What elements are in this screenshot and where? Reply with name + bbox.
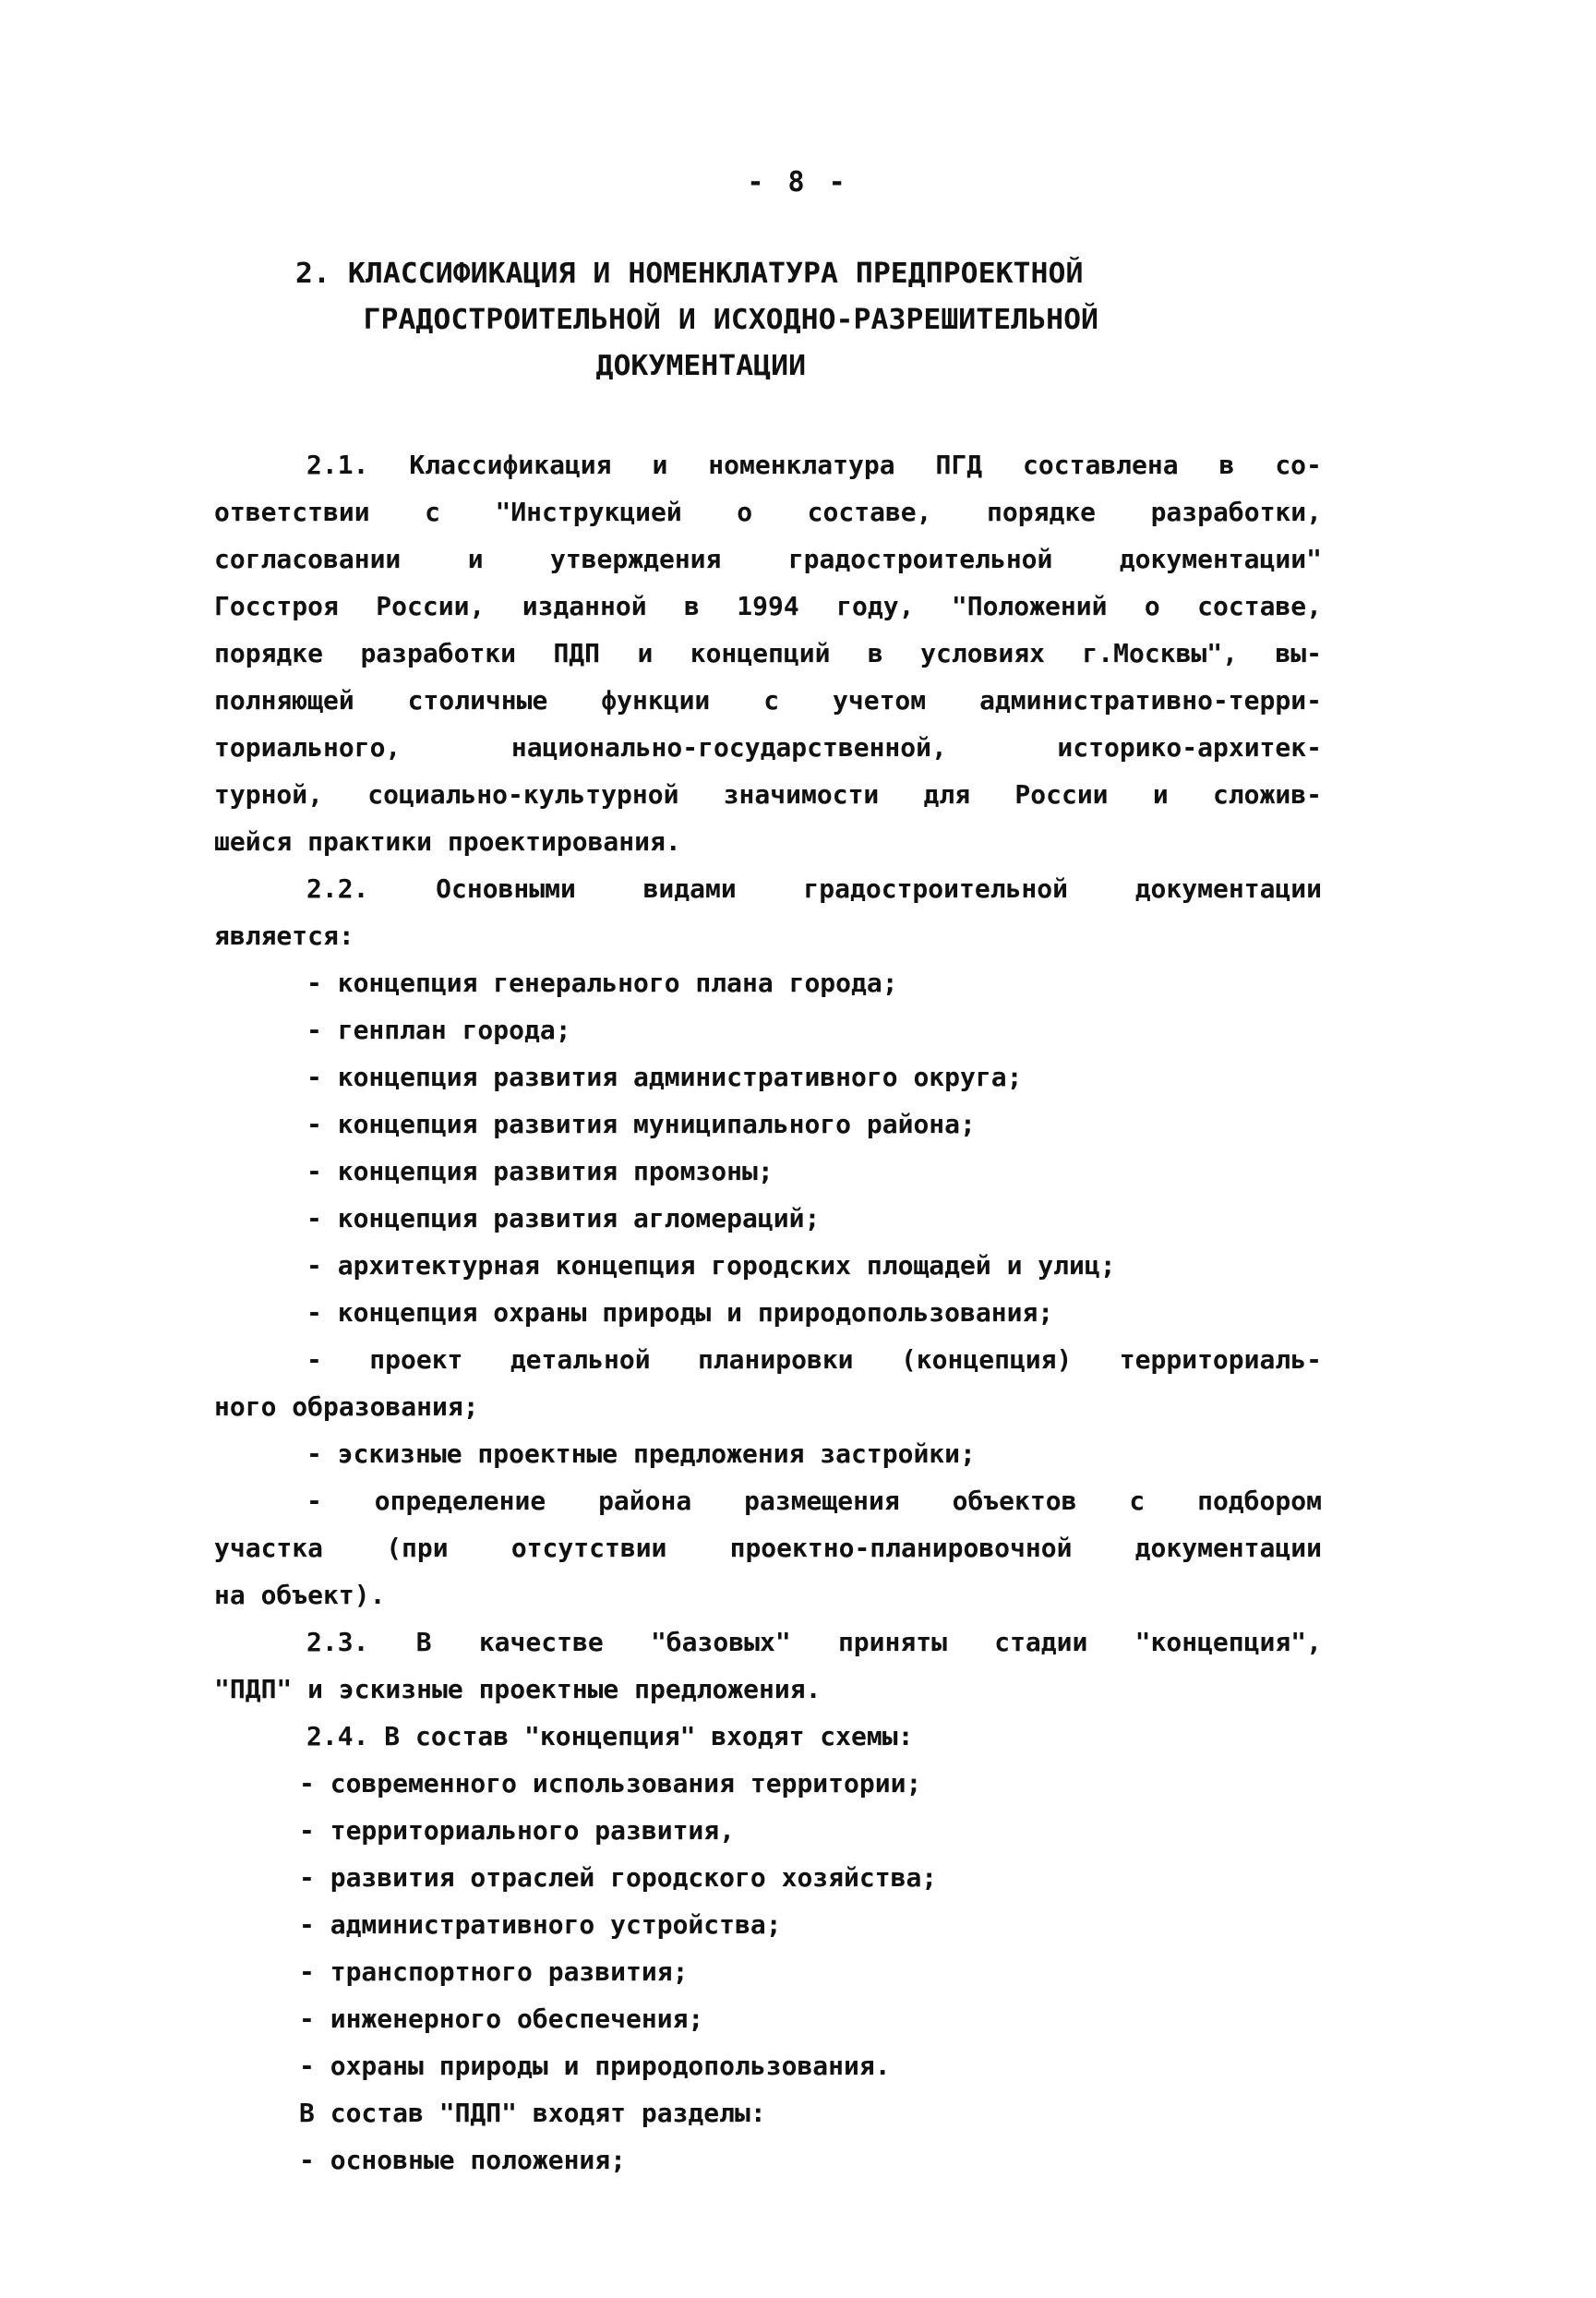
word: ответствии	[214, 497, 370, 527]
word: функции	[601, 685, 711, 716]
word: отсутствии	[510, 1533, 667, 1563]
word: района	[598, 1486, 692, 1516]
word: в	[1218, 450, 1235, 480]
word: России,	[376, 591, 486, 621]
text-line	[306, 441, 1322, 488]
word: порядке	[987, 497, 1097, 527]
word: документации	[1134, 1533, 1322, 1563]
word: г.Москвы",	[1082, 638, 1238, 668]
word: для	[923, 779, 971, 810]
word: стадии	[994, 1627, 1088, 1657]
word: в	[867, 638, 883, 668]
word: градостроительной	[787, 544, 1053, 574]
word: сложив-	[1212, 779, 1322, 810]
list-item: - концепция развития административного округа;	[306, 1062, 1023, 1092]
text-line: является:	[214, 920, 354, 951]
list-item	[306, 1336, 1322, 1383]
list-item: - концепция развития промзоны;	[306, 1156, 774, 1186]
word: с	[763, 685, 780, 716]
word: с	[1129, 1486, 1146, 1516]
word: приняты	[837, 1627, 947, 1657]
word: порядке	[214, 638, 324, 668]
word: разработки	[360, 638, 517, 668]
word: национально-государственной,	[510, 732, 947, 763]
word: учетом	[833, 685, 927, 716]
word: со-	[1275, 450, 1322, 480]
word: размещения	[744, 1486, 900, 1516]
word: проект	[369, 1344, 463, 1375]
text-line	[306, 1618, 1322, 1666]
word: определение	[374, 1486, 546, 1516]
text-line	[214, 630, 1322, 677]
word: документации"	[1119, 544, 1322, 574]
list-item: - эскизные проектные предложения застройки;	[306, 1438, 976, 1469]
word: подбором	[1197, 1486, 1322, 1516]
word: утверждения	[549, 544, 722, 574]
text-line	[214, 771, 1322, 818]
word: разработки,	[1150, 497, 1322, 527]
word: ториального,	[214, 732, 402, 763]
list-item: - архитектурная концепция городских площадей и улиц;	[306, 1250, 1116, 1281]
word: детальной	[510, 1344, 651, 1375]
word: 2.3.	[306, 1627, 369, 1657]
word: территориаль-	[1119, 1344, 1322, 1375]
text-line	[214, 677, 1322, 724]
word: Классификация	[409, 450, 612, 480]
word: и	[652, 450, 668, 480]
word: ПДП	[553, 638, 601, 668]
list-item: - генплан города;	[306, 1015, 571, 1045]
word: изданной	[522, 591, 647, 621]
word: административно-терри-	[979, 685, 1322, 716]
text-line: шейся практики проектирования.	[214, 826, 681, 857]
word: в	[684, 591, 700, 621]
word: составе,	[1197, 591, 1322, 621]
list-item: - административного устройства;	[299, 1909, 782, 1940]
word: качестве	[478, 1627, 604, 1657]
section-heading	[295, 251, 1362, 390]
text-line: на объект).	[214, 1580, 386, 1610]
word: условиях	[920, 638, 1045, 668]
list-item: - концепция охраны природы и природопользования;	[306, 1297, 1054, 1328]
word: 1994	[737, 591, 799, 621]
text-line	[214, 583, 1322, 630]
text-line: "ПДП" и эскизные проектные предложения.	[214, 1674, 822, 1704]
word: составе,	[807, 497, 932, 527]
word: историко-архитек-	[1057, 732, 1322, 763]
text-line	[214, 535, 1322, 583]
text-line	[214, 1524, 1322, 1571]
word: объектов	[952, 1486, 1077, 1516]
word: видами	[642, 873, 737, 904]
text-line	[214, 724, 1322, 771]
word: ПГД	[935, 450, 983, 480]
list-item: - современного использования территории;	[299, 1768, 922, 1799]
page-number: - 8 -	[747, 166, 849, 199]
word: России	[1014, 779, 1109, 810]
list-item	[306, 1477, 1322, 1524]
word: вы-	[1275, 638, 1322, 668]
word: полняющей	[214, 685, 354, 716]
list-item: - территориального развития,	[299, 1815, 736, 1846]
word: составлена	[1023, 450, 1179, 480]
word: (концепция)	[900, 1344, 1073, 1375]
word: концепций	[690, 638, 831, 668]
text-line: В состав "ПДП" входят разделы:	[299, 2098, 766, 2128]
word: участка	[214, 1533, 324, 1563]
word: Основными	[436, 873, 576, 904]
word: (при	[386, 1533, 449, 1563]
list-item: - охраны природы и природопользования.	[299, 2051, 891, 2081]
word: "концепция",	[1134, 1627, 1322, 1657]
list-item: - развития отраслей городского хозяйства;	[299, 1862, 938, 1893]
list-item: - основные положения;	[299, 2145, 627, 2175]
list-item: - инженерного обеспечения;	[299, 2003, 704, 2034]
word: столичные	[407, 685, 548, 716]
text-line: 2.4. В состав "концепция" входят схемы:	[306, 1721, 914, 1751]
word: социально-культурной	[367, 779, 679, 810]
word: году,	[836, 591, 915, 621]
document-body	[214, 441, 1322, 2184]
list-item: - транспортного развития;	[299, 1956, 689, 1987]
word: "Инструкцией	[495, 497, 682, 527]
text-line: ного образования;	[214, 1391, 479, 1422]
word: и	[1152, 779, 1169, 810]
heading-line-3: ДОКУМЕНТАЦИИ	[595, 350, 807, 382]
word: -	[306, 1486, 322, 1516]
word: Госстроя	[214, 591, 339, 621]
word: с	[425, 497, 440, 527]
word: и	[637, 638, 654, 668]
word: 2.2.	[306, 873, 369, 904]
word: градостроительной	[803, 873, 1068, 904]
word: -	[306, 1344, 322, 1375]
list-item: - концепция развития агломераций;	[306, 1203, 821, 1233]
list-item: - концепция генерального плана города;	[306, 968, 898, 998]
word: турной,	[214, 779, 324, 810]
list-item: - концепция развития муниципального района;	[306, 1109, 976, 1139]
word: "базовых"	[650, 1627, 791, 1657]
word: В	[415, 1627, 432, 1657]
word: и	[467, 544, 484, 574]
text-line	[306, 865, 1322, 912]
word: о	[737, 497, 753, 527]
word: согласовании	[214, 544, 402, 574]
word: о	[1144, 591, 1160, 621]
text-line	[214, 488, 1322, 535]
word: значимости	[723, 779, 880, 810]
word: номенклатура	[708, 450, 895, 480]
word: планировки	[697, 1344, 854, 1375]
heading-line-2: ГРАДОСТРОИТЕЛЬНОЙ И ИСХОДНО-РАЗРЕШИТЕЛЬНОЙ	[363, 304, 1099, 336]
heading-line-1: 2. КЛАССИФИКАЦИЯ И НОМЕНКЛАТУРА ПРЕДПРОЕКТНОЙ	[295, 258, 1084, 290]
word: документации	[1134, 873, 1322, 904]
word: проектно-планировочной	[729, 1533, 1073, 1563]
word: "Положений	[951, 591, 1108, 621]
word: 2.1.	[306, 450, 369, 480]
